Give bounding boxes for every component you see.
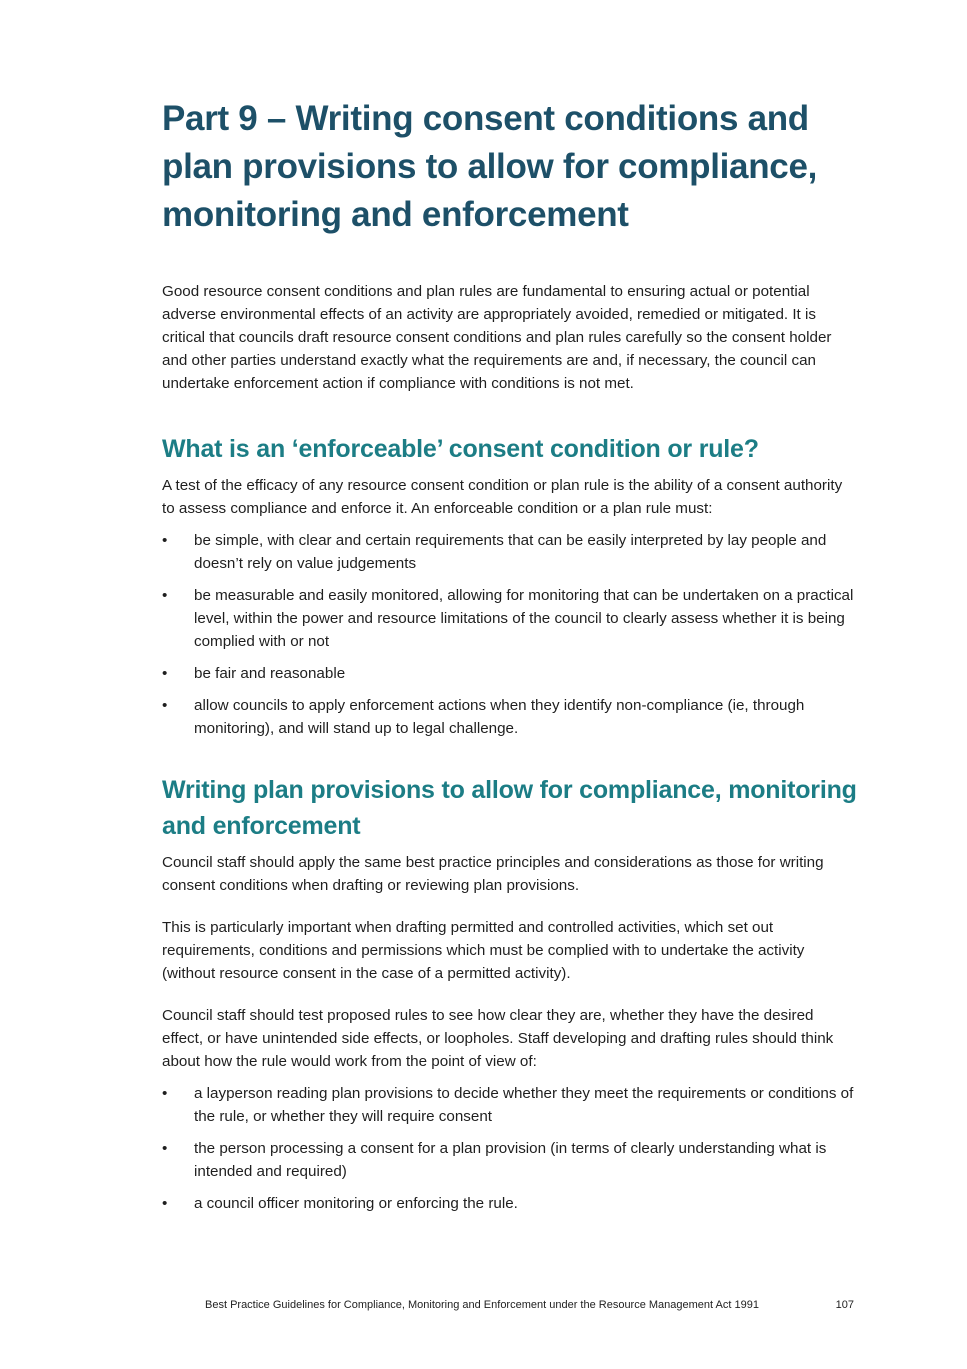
page-content [162, 95, 857, 1215]
list-item-text: be measurable and easily monitored, allowing for monitoring that can be undertaken on a practical level, within the power and resource limitations of the council to clearly assess whether it is being complied with or not [194, 587, 854, 650]
list-item-text: the person processing a consent for a plan provision (in terms of clearly understanding what is intended and required) [194, 1140, 827, 1180]
list-item [162, 529, 857, 575]
list-item [162, 1192, 857, 1215]
bullet-icon: • [162, 665, 168, 682]
bullet-icon: • [162, 1085, 168, 1102]
section-paragraph: Council staff should apply the same best practice principles and considerations as those for writing consent conditions when drafting or reviewing plan provisions. [162, 854, 824, 894]
list-item [162, 1137, 857, 1183]
list-item-text: be fair and reasonable [194, 665, 346, 682]
section-paragraph: A test of the efficacy of any resource consent condition or plan rule is the ability of a consent authority to assess compliance and enforce it. An enforceable condition or a plan rule must: [162, 477, 843, 517]
page-title: Part 9 – Writing consent conditions and plan provisions to allow for compliance, monitoring and enforcement [162, 99, 818, 234]
page-number: 107 [835, 1299, 854, 1311]
intro-paragraph: Good resource consent conditions and plan rules are fundamental to ensuring actual or potential adverse environmental effects of an activity are appropriately avoided, remedied or mitigated. It is critical that councils draft resource consent conditions and plan rules carefully so the consent holder and other parties understand exactly what the requirements are and, if necessary, the council can undertake enforcement action if compliance with conditions is not met. [162, 283, 832, 392]
bullet-list [162, 529, 857, 740]
footer-publication-title: Best Practice Guidelines for Compliance, Monitoring and Enforcement under the Resource Management Act 1991 [205, 1299, 759, 1311]
bullet-icon: • [162, 587, 168, 604]
bullet-list [162, 1082, 857, 1215]
list-item-text: a layperson reading plan provisions to decide whether they meet the requirements or conditions of the rule, or whether they will require consent [194, 1085, 854, 1125]
list-item [162, 662, 857, 685]
section-heading-enforceable: What is an ‘enforceable’ consent condition or rule? [162, 435, 759, 463]
list-item [162, 1082, 857, 1128]
bullet-icon: • [162, 532, 168, 549]
section-paragraph: This is particularly important when drafting permitted and controlled activities, which set out requirements, conditions and permissions which must be complied with to undertake the activity (without resource consent in the case of a permitted activity). [162, 919, 805, 982]
list-item [162, 694, 857, 740]
bullet-icon: • [162, 1195, 168, 1212]
list-item-text: a council officer monitoring or enforcing the rule. [194, 1195, 518, 1212]
list-item [162, 584, 857, 653]
bullet-icon: • [162, 1140, 168, 1157]
list-item-text: allow councils to apply enforcement actions when they identify non-compliance (ie, through monitoring), and will stand up to legal challenge. [194, 697, 805, 737]
list-item-text: be simple, with clear and certain requirements that can be easily interpreted by lay people and doesn’t rely on value judgements [194, 532, 827, 572]
bullet-icon: • [162, 697, 168, 714]
section-heading-plan-provisions: Writing plan provisions to allow for compliance, monitoring and enforcement [162, 776, 857, 840]
section-paragraph: Council staff should test proposed rules to see how clear they are, whether they have the desired effect, or have unintended side effects, or loopholes. Staff developing and drafting rules should think about how the rule would work from the point of view of: [162, 1007, 834, 1070]
